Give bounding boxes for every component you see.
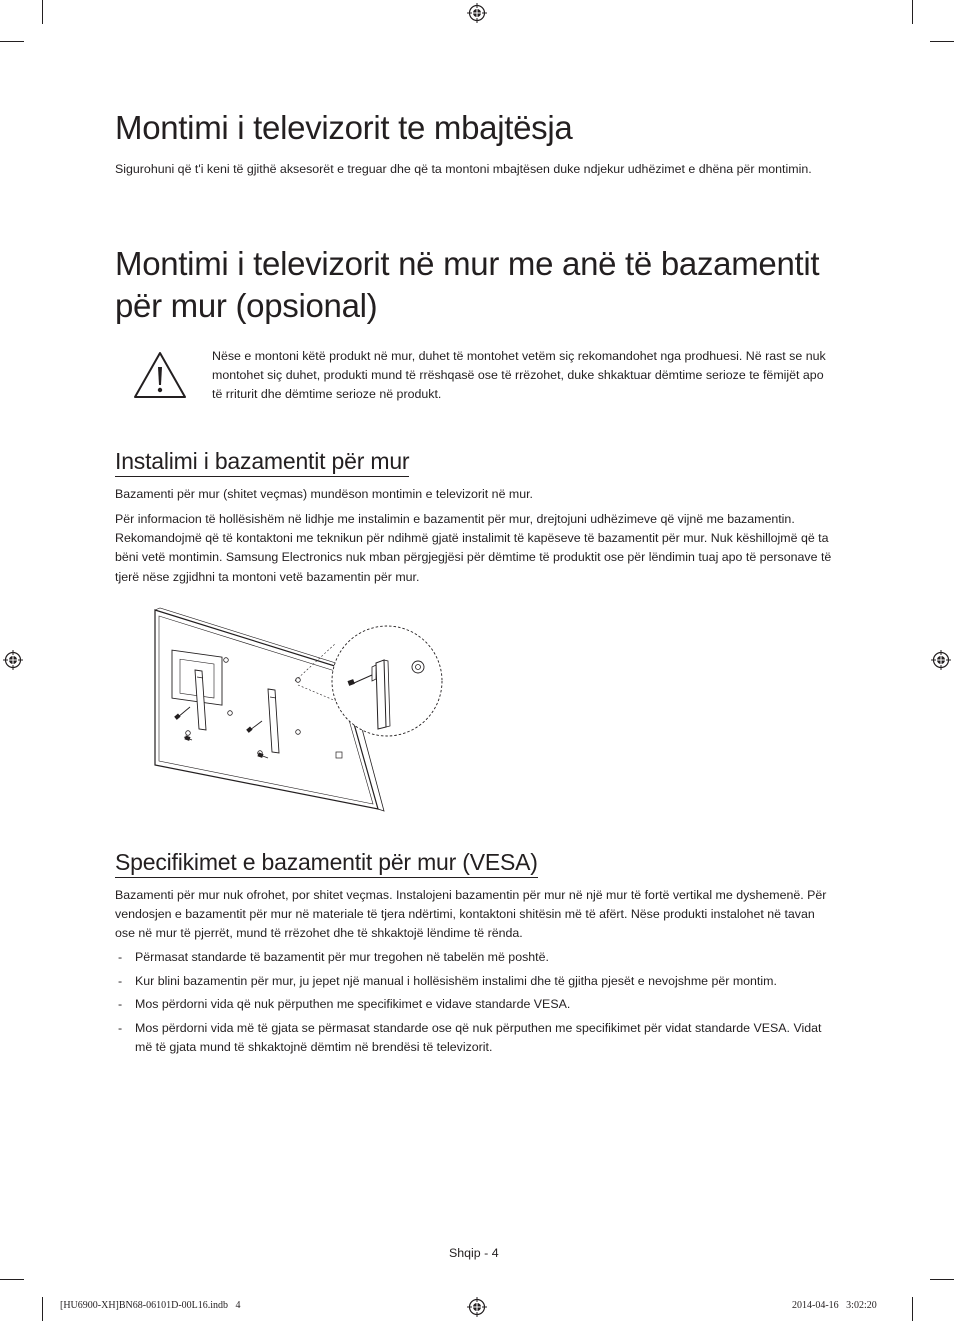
list-bullet: - bbox=[118, 974, 123, 988]
registration-mark-icon bbox=[931, 650, 951, 670]
vesa-heading: Specifikimet e bazamentit për mur (VESA) bbox=[115, 848, 538, 878]
vesa-paragraph: Bazamenti për mur nuk ofrohet, por shitet veçmas. Instalojeni bazamentin për mur në një mur të fortë vertikal me dyshemenë. Për vendosjen e bazamentit për mur në materiale të tjera ndërtimi, kontaktoni shitësin më të afërt. Nëse produkti instalohet në tavan ose në mur të pjerrët, mund të rrëzohet dhe të shkaktojë lëndime të rënda. bbox=[115, 888, 827, 941]
crop-mark bbox=[912, 1297, 913, 1321]
footer-date: 2014-04-16 3:02:20 bbox=[792, 1300, 877, 1311]
crop-mark bbox=[930, 1279, 954, 1280]
list-bullet: - bbox=[118, 950, 123, 964]
intro-paragraph: Sigurohuni që t'i keni të gjithë aksesorët e treguar dhe që ta montoni mbajtësen duke ndjekur udhëzimet e dhëna për montimin. bbox=[115, 162, 812, 176]
section-title-line1: Montimi i televizorit në mur me anë të bazamentit bbox=[115, 245, 820, 282]
crop-mark bbox=[912, 0, 913, 24]
registration-mark-icon bbox=[3, 650, 23, 670]
list-item: Mos përdorni vida më të gjata se përmasat standarde ose që nuk përputhen me specifikimet për vidat standarde VESA. Vidat më të gjata mund të shkaktojnë dëmtim në brendësi të televizorit. bbox=[135, 1021, 822, 1055]
footer-file-info: [HU6900-XH]BN68-06101D-00L16.indb 4 bbox=[60, 1300, 241, 1311]
page-number: Shqip - 4 bbox=[449, 1246, 499, 1260]
wall-mount-illustration bbox=[150, 605, 450, 815]
registration-mark-icon bbox=[467, 3, 487, 23]
install-heading: Instalimi i bazamentit për mur bbox=[115, 447, 409, 477]
list-bullet: - bbox=[118, 997, 123, 1011]
list-item: Përmasat standarde të bazamentit për mur tregohen në tabelën më poshtë. bbox=[135, 950, 549, 964]
list-bullet: - bbox=[118, 1021, 123, 1035]
warning-text: Nëse e montoni këtë produkt në mur, duhet të montohet vetëm siç rekomandohet nga prodhuesi. Në rast se nuk montohet siç duhet, produkti mund të rrëshqasë ose të rrëzohet, duke shkaktuar dëmtime serioze te fëmijët apo të rriturit dhe dëmtime serioze në produkt. bbox=[212, 349, 826, 402]
crop-mark bbox=[930, 41, 954, 42]
crop-mark bbox=[0, 1279, 24, 1280]
page-title: Montimi i televizorit te mbajtësja bbox=[115, 109, 573, 146]
install-paragraph-2: Për informacion të hollësishëm në lidhje me instalimin e bazamentit për mur, drejtojuni udhëzimeve që vijnë me bazamentin. Rekomandojmë që të kontaktoni me teknikun për ndihmë gjatë instalimit të kapëseve të bazamentit për mur. Nuk këshillojmë që ta bëni vetë montimin. Samsung Electronics nuk mban përgjegjësi për dëmtime të produktit ose për lëndimin tuaj apo të personave të tjerë nëse zgjidhni ta montoni vetë bazamentin për mur. bbox=[115, 512, 832, 584]
registration-mark-icon bbox=[467, 1297, 487, 1317]
crop-mark bbox=[0, 41, 24, 42]
list-item: Mos përdorni vida që nuk përputhen me specifikimet e vidave standarde VESA. bbox=[135, 997, 571, 1011]
install-paragraph-1: Bazamenti për mur (shitet veçmas) mundëson montimin e televizorit në mur. bbox=[115, 487, 534, 501]
section-title-line2: për mur (opsional) bbox=[115, 287, 378, 324]
crop-mark bbox=[42, 0, 43, 24]
crop-mark bbox=[42, 1297, 43, 1321]
warning-icon bbox=[132, 350, 188, 400]
list-item: Kur blini bazamentin për mur, ju jepet një manual i hollësishëm instalimi dhe të gjitha pjesët e nevojshme për montim. bbox=[135, 974, 777, 988]
